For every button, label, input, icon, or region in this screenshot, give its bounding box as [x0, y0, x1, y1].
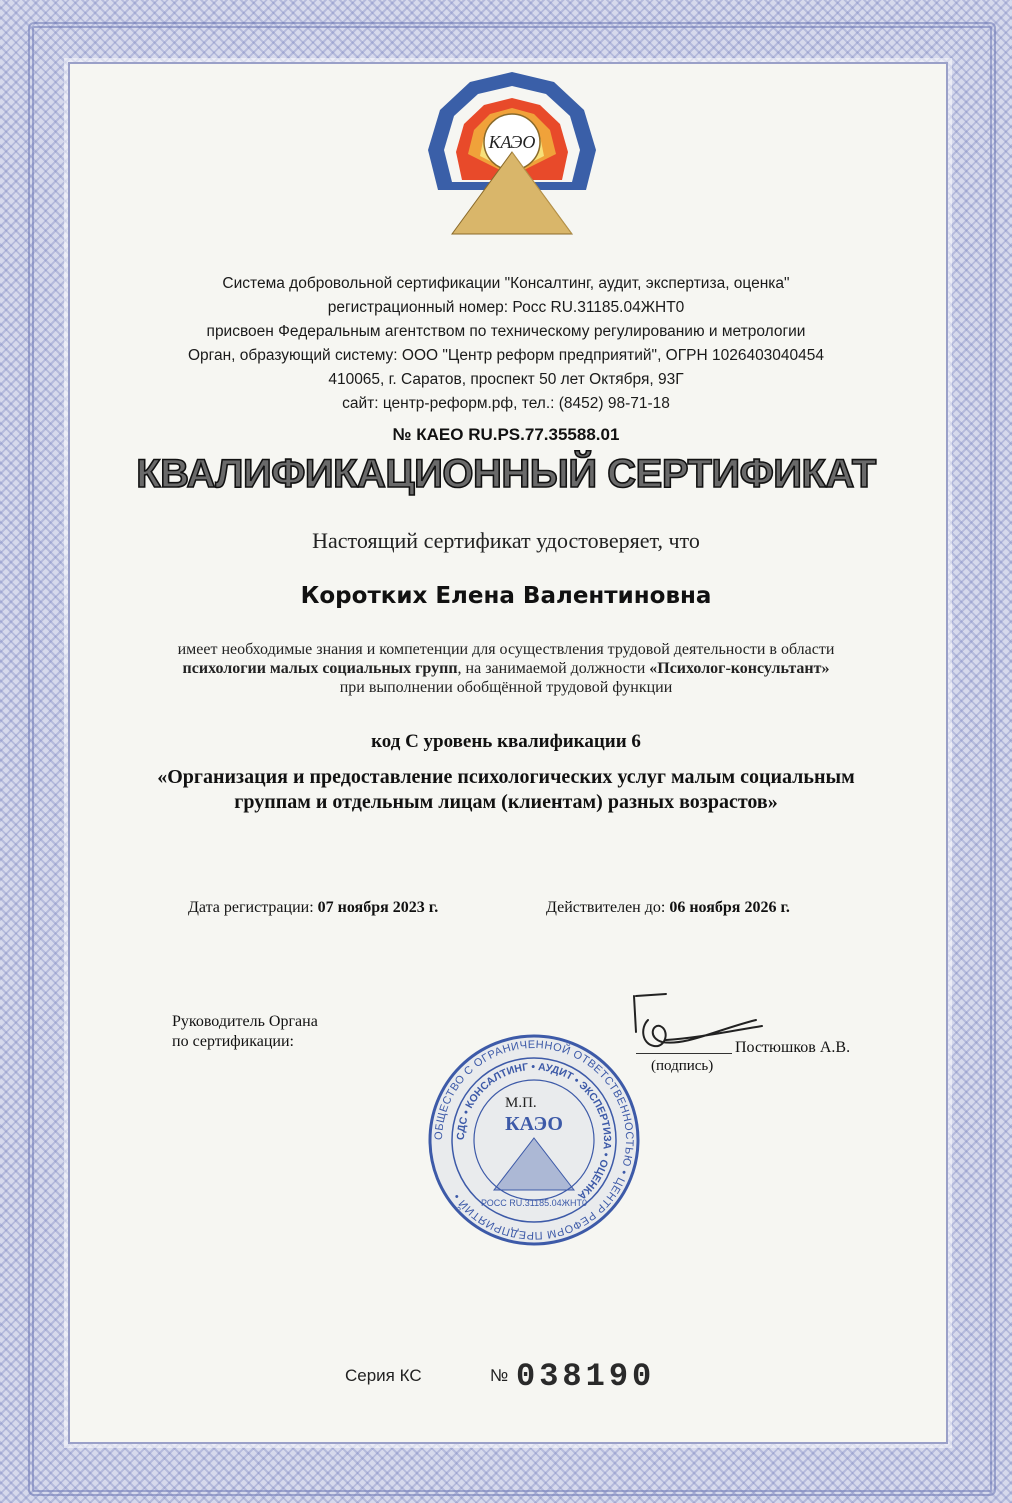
org-line-3: присвоен Федеральным агентством по техническому регулированию и метрологии	[206, 323, 806, 340]
signature-caption: (подпись)	[651, 1058, 714, 1074]
competence-description	[170, 640, 842, 697]
org-line-4: Орган, образующий систему: ООО "Центр реформ предприятий", ОГРН 1026403040454	[187, 347, 825, 364]
desc-part-1: имеет необходимые знания и компетенции для осуществления трудовой деятельности в области	[177, 641, 835, 658]
signature-line	[636, 1053, 732, 1054]
org-line-6: сайт: центр-реформ.рф, тел.: (8452) 98-71-18	[342, 395, 670, 412]
holder-name: Коротких Елена Валентиновна	[300, 583, 712, 609]
stamp-ring-text: ОБЩЕСТВО С ОГРАНИЧЕННОЙ ОТВЕТСТВЕННОСТЬЮ • ЦЕНТР РЕФОРМ ПРЕДПРИЯТИЙ •	[432, 1038, 636, 1242]
head-of-body-label	[172, 1012, 318, 1052]
signer-name: Постюшков А.В.	[735, 1039, 851, 1056]
head-line-1: Руководитель Органа	[172, 1013, 318, 1030]
org-line-2: регистрационный номер: Росс RU.31185.04ЖНТ0	[327, 299, 685, 316]
registration-date	[188, 899, 438, 917]
stamp-inner-ring-text: СДС • КОНСАЛТИНГ • АУДИТ • ЭКСПЕРТИЗА • ОЦЕНКА	[454, 1060, 614, 1202]
serial-number: 038190	[516, 1358, 656, 1395]
head-line-2: по сертификации:	[172, 1033, 294, 1050]
certifies-text: Настоящий сертификат удостоверяет, что	[312, 528, 700, 553]
certificate-title: КВАЛИФИКАЦИОННЫЙ СЕРТИФИКАТ	[136, 452, 876, 496]
desc-position: «Психолог-консультант»	[649, 660, 830, 677]
certificate-number: № КАЕО RU.PS.77.35588.01	[392, 425, 620, 444]
stamp-center-text: КАЭО	[505, 1113, 563, 1135]
series-label: Серия КС	[345, 1366, 422, 1385]
organization-info	[0, 272, 1012, 416]
desc-part-3: при выполнении обобщённой трудовой функции	[339, 679, 673, 696]
reg-label: Дата регистрации:	[188, 899, 314, 916]
reg-value: 07 ноября 2023 г.	[317, 899, 439, 916]
desc-field: психологии малых социальных групп	[182, 660, 458, 677]
labor-function-title: «Организация и предоставление психологических услуг малым социальным группам и отдельным лицам (клиентам) разных возрастов»	[157, 766, 855, 813]
kaeo-logo-icon	[412, 64, 612, 244]
desc-part-2: , на занимаемой должности	[457, 660, 650, 677]
stamp-reg-text: РОСС RU.31185.04ЖНТ0	[481, 1198, 587, 1208]
qualification-code: код C уровень квалификации 6	[371, 731, 641, 752]
valid-value: 06 ноября 2026 г.	[669, 899, 790, 916]
valid-until-date	[546, 899, 790, 917]
valid-label: Действителен до:	[546, 899, 666, 916]
org-line-1: Система добровольной сертификации "Консалтинг, аудит, экспертиза, оценка"	[222, 275, 790, 292]
org-line-5: 410065, г. Саратов, проспект 50 лет Октября, 93Г	[328, 371, 684, 388]
seal-stamp-icon	[424, 1030, 644, 1250]
serial-number-label: №	[490, 1366, 509, 1385]
logo-text: КАЭО	[488, 132, 536, 152]
mp-label: М.П.	[505, 1095, 537, 1111]
